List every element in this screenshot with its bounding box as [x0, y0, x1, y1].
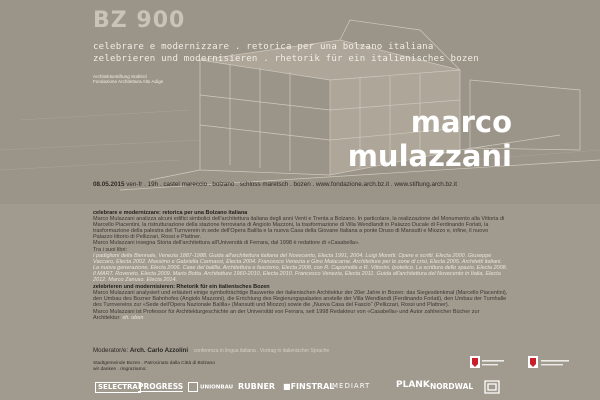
paragraph-italian: Marco Mulazzani analizza alcuni edifici simbolici dell'architettura italiana degli anni Venti e Trenta a Bolzano. In particolare, la realizzazione del Monumento alla Vittoria di Marcello Piacentini, la ristrutturazione della stazione ferroviaria di Angiolo Mazzoni, la trasformazione di Villa Wendlandt in Palazzo Ducale di Ferdinando Forlati, la trasformazione della palestra del Turnverein in sede dell'Opera Balilla e la nuova Casa della Giovane Italiana a ponte Druso di Mansutti e Miozzo e, infine, il nuovo Palazzo littorio di Pellizzari, Rossi e Plattner. — [93, 216, 505, 241]
speaker-first-name: marco — [410, 105, 512, 139]
sponsor-logo-progress: PROGRESS — [138, 382, 184, 391]
bio-german-text: Marco Mulazzani ist Professor für Architekturgeschichte an der Universität von Ferrara, seit 1998 Redakteur von «Casabella» und Autor zahlreicher Bücher zur Architektur: — [93, 308, 480, 321]
speaker-last-name: mulazzani — [347, 139, 512, 173]
sponsor-logo-mediart: MEDIART — [332, 382, 371, 390]
sponsor-logo-plank: PLANK — [396, 380, 430, 390]
language-note: conferenza in lingua italiana . Vortrag in italienischer Sprache — [193, 348, 330, 354]
subtitle-german: zelebrieren und modernisieren . rhetorik für ein italienisches bozen — [93, 54, 479, 64]
finstral-icon: ■ — [283, 382, 291, 391]
books-label: Tra i suoi libri: — [93, 246, 128, 253]
heading-german: zelebrieren und modernisieren: Rhetorik für ein italienisches Bozen — [93, 284, 270, 291]
organization-logo — [93, 74, 163, 84]
paragraph-german: Marco Mulazzani analysiert und erläutert einige symbolträchtige Bauwerke der italienischen Architektur der 20er Jahre in Bozen: das Siegesdenkmal (Marcello Piacentini), den Umbau des Bozner Bahnhofes (Angiolo Mazzoni), die Errichtung des Regierungspalastes anstelle der Villa Wendlandt (Ferdinando Forlati), den Umbau der Turnhalle des Turnvereins zur «Sede dell'Opera Nazionale Balilla» (Mansutti und Miozzo) sowie die „Nuova Casa del Fascio“ (Pellizzari, Rossi und Plattner). — [93, 290, 508, 309]
finstral-label: FINSTRAL — [290, 382, 335, 391]
sponsor-logo-rubner: RUBNER — [238, 382, 276, 391]
unionbau-icon — [188, 382, 198, 392]
event-details: ven-fr . 19h . castel mareccio . bolzano . schloss maretsch . bozen . www.fondazione.arch.bz.it . www.stiftung.arch.bz.it — [126, 181, 457, 188]
sponsor-seals — [468, 354, 588, 372]
moderator-name: Arch. Carlo Azzolini — [129, 347, 189, 354]
heading-italian: celebrare e modernizzare: retorica per una Bolzano italiana — [93, 210, 248, 216]
org-line: Architekturstiftung Südtirol — [93, 74, 147, 79]
event-info — [93, 181, 457, 188]
subtitle-italian: celebrare e modernizzare . retorica per una bolzano italiana — [93, 42, 434, 52]
credits — [93, 361, 215, 372]
bio-italian: Marco Mulazzani insegna Storia dell'architettura all'Università di Ferrara, dal 1998 è redattore di «Casabella». — [93, 240, 360, 247]
books-reference: sh. oben — [122, 314, 144, 321]
unionbau-label: UNIONBAU — [200, 384, 234, 391]
sponsor-logo-unionbau — [188, 382, 233, 393]
page-title: BZ 900 — [93, 8, 186, 33]
books-list: I padiglioni della Biennale, Venezia 1887-1988. Guida all'architettura italiana del Novecento, Electa 1991, 2004. Luigi Moretti. Opere e scritti, Electa 2000. Giuseppe Vaccaro, Electa 2002. Massimo e Gabriella Carmassi, Electa 2004. Francesco Venezia e Gino Malacarne. Architetture per le zone di crisi, Electa 2005. Architetti italiani. La nuova generazione, Electa 2006. Case del balilla. Architettura e fascismo, Electa 2008, con R. Capomolla e R. Vittorini. Ipotetico. La scrittura dello spazio, Electa 2008. Il MART. Rovereto, Electa 2009. Mario Botta. Architetture 1960-2010, Electa 2010. Francesco Venezia, Electa 2011. Guida all'architettura del Novecento in Italia, Electa 2012. Marco Zanuso. Electa 2014. — [93, 252, 508, 284]
credit-line: wir danken . ringraziamo: — [93, 366, 147, 372]
body-text — [93, 210, 508, 321]
credit-line: Stadtgemeinde Bozen . Patrocinato dalla Città di Bolzano — [93, 361, 215, 366]
moderator-line — [93, 347, 329, 354]
sponsor-logo-finstral — [283, 382, 334, 391]
bio-german — [93, 309, 508, 321]
corner-logo-icon — [484, 380, 500, 394]
moderator-label: Moderator/e: — [93, 347, 129, 354]
org-line: Fondazione Architettura Alto Adige — [93, 79, 164, 85]
sponsor-logo-selectra: SELECTRA — [95, 382, 141, 393]
event-date: 08.05.2015 — [93, 181, 125, 188]
sponsor-logo-nordwal: NORDWAL — [430, 382, 474, 391]
